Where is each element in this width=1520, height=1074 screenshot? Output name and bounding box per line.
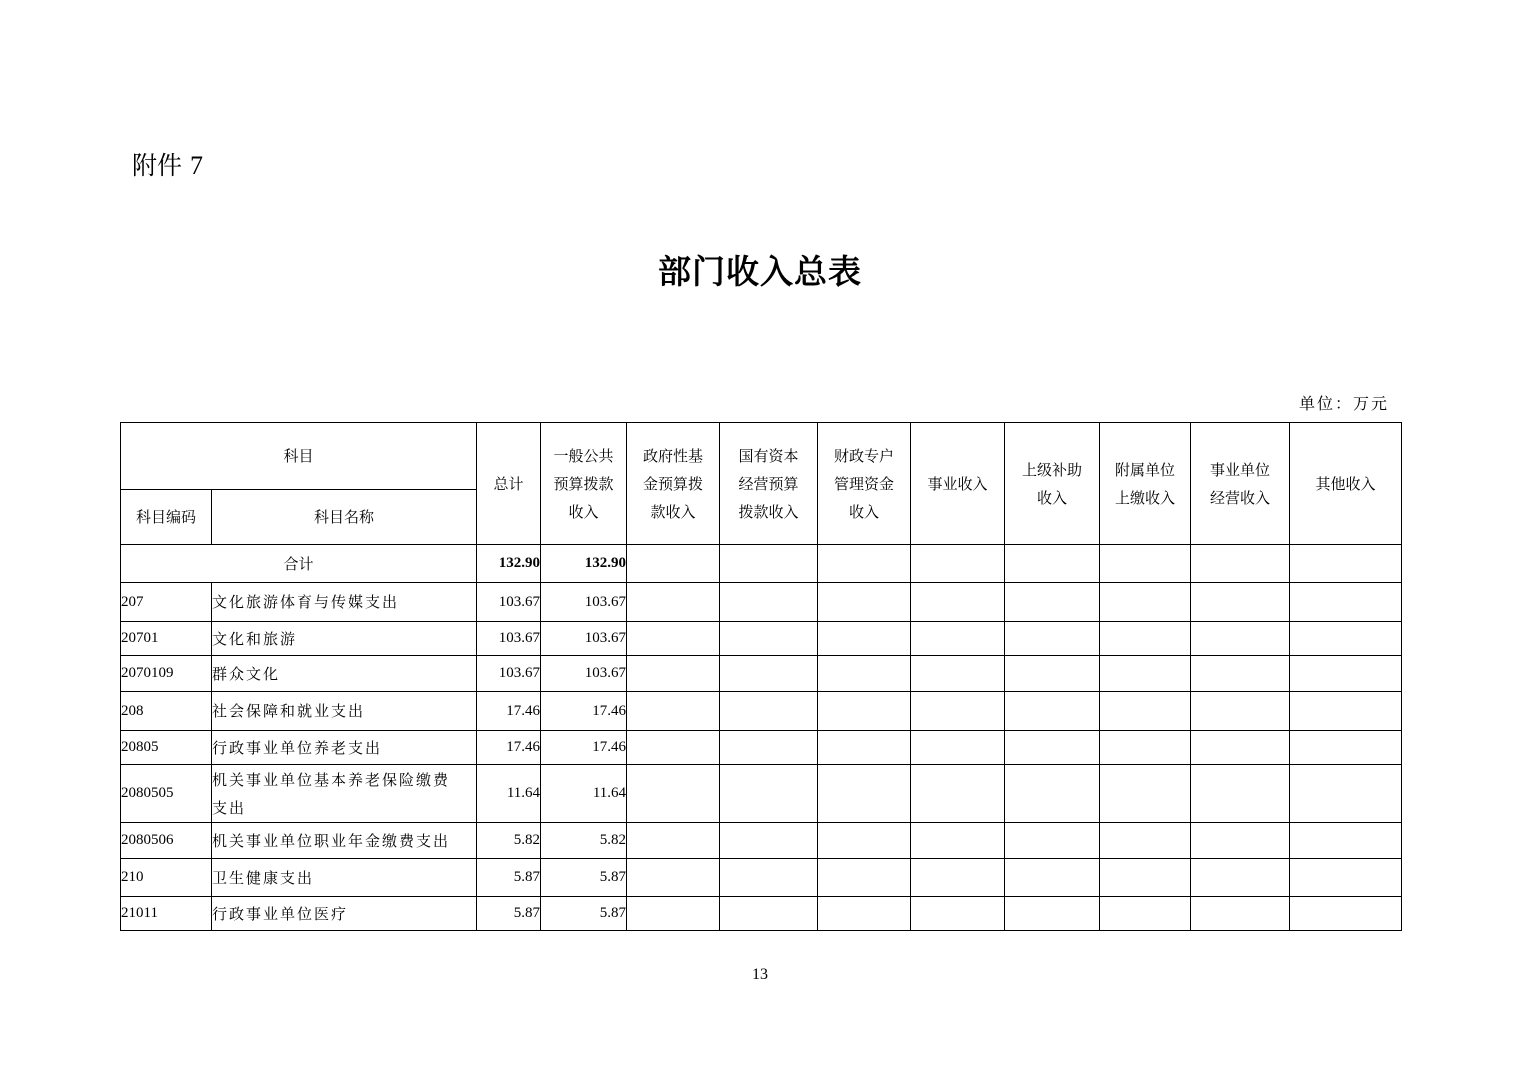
empty-cell <box>911 545 1005 583</box>
empty-cell <box>720 823 818 859</box>
table-row <box>121 656 1402 692</box>
row-general-budget: 5.87 <box>541 897 627 931</box>
empty-cell <box>1290 859 1402 897</box>
header-superior-subsidy-line1: 上级补助 <box>1022 460 1083 479</box>
attachment-number: 7 <box>189 151 203 180</box>
empty-cell <box>1100 622 1191 656</box>
row-total: 103.67 <box>477 622 541 656</box>
row-code: 208 <box>121 692 212 731</box>
row-total: 5.82 <box>477 823 541 859</box>
empty-cell <box>1290 897 1402 931</box>
empty-cell <box>911 765 1005 823</box>
header-other-income: 其他收入 <box>1290 423 1402 545</box>
header-gov-fund-line1: 政府性基 <box>643 446 704 465</box>
empty-cell <box>627 545 720 583</box>
empty-cell <box>720 622 818 656</box>
header-general-budget <box>541 423 627 545</box>
empty-cell <box>1005 545 1100 583</box>
empty-cell <box>1290 765 1402 823</box>
header-gov-fund-line3: 款收入 <box>650 502 696 521</box>
table-row <box>121 622 1402 656</box>
empty-cell <box>1005 765 1100 823</box>
empty-cell <box>1100 583 1191 622</box>
empty-cell <box>1100 897 1191 931</box>
empty-cell <box>1191 656 1290 692</box>
header-affiliated <box>1100 423 1191 545</box>
empty-cell <box>911 692 1005 731</box>
empty-cell <box>1005 823 1100 859</box>
header-subject-code: 科目编码 <box>121 490 212 545</box>
document-title: 部门收入总表 <box>658 252 862 291</box>
header-general-budget-line2: 预算拨款 <box>553 474 614 493</box>
row-name: 行政事业单位医疗 <box>212 897 477 931</box>
empty-cell <box>818 823 911 859</box>
attachment-text: 附件 <box>132 151 183 180</box>
empty-cell <box>720 859 818 897</box>
empty-cell <box>1191 897 1290 931</box>
empty-cell <box>1290 656 1402 692</box>
row-code: 20701 <box>121 622 212 656</box>
empty-cell <box>1191 859 1290 897</box>
empty-cell <box>911 859 1005 897</box>
attachment-label <box>132 146 203 182</box>
empty-cell <box>1100 823 1191 859</box>
row-code: 210 <box>121 859 212 897</box>
header-state-capital-line1: 国有资本 <box>738 446 799 465</box>
table-row <box>121 583 1402 622</box>
empty-cell <box>1005 897 1100 931</box>
header-affiliated-line2: 上缴收入 <box>1115 488 1176 507</box>
empty-cell <box>1005 583 1100 622</box>
row-code: 21011 <box>121 897 212 931</box>
empty-cell <box>1191 545 1290 583</box>
row-general-budget: 11.64 <box>541 765 627 823</box>
empty-cell <box>911 823 1005 859</box>
empty-cell <box>911 656 1005 692</box>
empty-cell <box>720 731 818 765</box>
row-general-budget: 103.67 <box>541 583 627 622</box>
empty-cell <box>1005 656 1100 692</box>
empty-cell <box>818 859 911 897</box>
table-row <box>121 859 1402 897</box>
row-code: 20805 <box>121 731 212 765</box>
row-name: 行政事业单位养老支出 <box>212 731 477 765</box>
row-total: 103.67 <box>477 583 541 622</box>
empty-cell <box>627 656 720 692</box>
header-state-capital <box>720 423 818 545</box>
empty-cell <box>627 622 720 656</box>
empty-cell <box>818 692 911 731</box>
row-total: 5.87 <box>477 859 541 897</box>
empty-cell <box>1005 692 1100 731</box>
row-total: 17.46 <box>477 731 541 765</box>
table-row <box>121 765 1402 823</box>
table-row <box>121 823 1402 859</box>
row-general-budget: 103.67 <box>541 622 627 656</box>
header-gov-fund <box>627 423 720 545</box>
empty-cell <box>1191 622 1290 656</box>
header-general-budget-line3: 收入 <box>568 502 599 521</box>
row-name: 文化旅游体育与传媒支出 <box>212 583 477 622</box>
header-operating <box>1191 423 1290 545</box>
empty-cell <box>911 731 1005 765</box>
row-total: 11.64 <box>477 765 541 823</box>
table-row-total <box>121 545 1402 583</box>
table-row <box>121 692 1402 731</box>
row-general-budget: 5.82 <box>541 823 627 859</box>
header-gov-fund-line2: 金预算拨 <box>643 474 704 493</box>
empty-cell <box>627 859 720 897</box>
empty-cell <box>1005 731 1100 765</box>
header-subject-name: 科目名称 <box>212 490 477 545</box>
empty-cell <box>1100 731 1191 765</box>
row-code: 2070109 <box>121 656 212 692</box>
empty-cell <box>627 731 720 765</box>
page-number: 13 <box>752 966 768 983</box>
total-label: 合计 <box>121 545 477 583</box>
empty-cell <box>1100 545 1191 583</box>
empty-cell <box>1290 622 1402 656</box>
row-name: 群众文化 <box>212 656 477 692</box>
header-fiscal-special <box>818 423 911 545</box>
empty-cell <box>1191 583 1290 622</box>
empty-cell <box>818 765 911 823</box>
empty-cell <box>1290 823 1402 859</box>
table-row <box>121 897 1402 931</box>
header-fiscal-special-line1: 财政专户 <box>834 446 895 465</box>
empty-cell <box>1100 859 1191 897</box>
empty-cell <box>911 897 1005 931</box>
empty-cell <box>818 897 911 931</box>
empty-cell <box>1005 859 1100 897</box>
header-state-capital-line2: 经营预算 <box>738 474 799 493</box>
empty-cell <box>818 731 911 765</box>
header-affiliated-line1: 附属单位 <box>1115 460 1176 479</box>
header-fiscal-special-line3: 收入 <box>849 502 880 521</box>
row-code: 2080506 <box>121 823 212 859</box>
empty-cell <box>818 656 911 692</box>
empty-cell <box>720 897 818 931</box>
empty-cell <box>818 622 911 656</box>
empty-cell <box>1290 692 1402 731</box>
empty-cell <box>1191 765 1290 823</box>
row-name: 机关事业单位基本养老保险缴费支出 <box>212 765 477 823</box>
empty-cell <box>818 545 911 583</box>
empty-cell <box>627 765 720 823</box>
empty-cell <box>1191 692 1290 731</box>
empty-cell <box>911 583 1005 622</box>
empty-cell <box>1290 583 1402 622</box>
row-name: 机关事业单位职业年金缴费支出 <box>212 823 477 859</box>
empty-cell <box>720 545 818 583</box>
header-operating-line2: 经营收入 <box>1210 488 1271 507</box>
income-summary-table <box>120 422 1402 931</box>
empty-cell <box>720 765 818 823</box>
row-general-budget: 17.46 <box>541 692 627 731</box>
header-total: 总计 <box>477 423 541 545</box>
row-name: 社会保障和就业支出 <box>212 692 477 731</box>
row-code: 2080505 <box>121 765 212 823</box>
empty-cell <box>1100 765 1191 823</box>
header-superior-subsidy <box>1005 423 1100 545</box>
row-code: 207 <box>121 583 212 622</box>
header-operating-line1: 事业单位 <box>1210 460 1271 479</box>
header-superior-subsidy-line2: 收入 <box>1037 488 1068 507</box>
row-name: 文化和旅游 <box>212 622 477 656</box>
empty-cell <box>1005 622 1100 656</box>
empty-cell <box>627 692 720 731</box>
row-general-budget: 5.87 <box>541 859 627 897</box>
table-row <box>121 731 1402 765</box>
empty-cell <box>1100 656 1191 692</box>
total-general-budget: 132.90 <box>541 545 627 583</box>
empty-cell <box>1290 731 1402 765</box>
row-total: 103.67 <box>477 656 541 692</box>
row-general-budget: 17.46 <box>541 731 627 765</box>
unit-label: 单位：万元 <box>1298 394 1389 413</box>
empty-cell <box>627 897 720 931</box>
row-total: 17.46 <box>477 692 541 731</box>
empty-cell <box>1100 692 1191 731</box>
row-general-budget: 103.67 <box>541 656 627 692</box>
empty-cell <box>1191 731 1290 765</box>
header-business-income: 事业收入 <box>911 423 1005 545</box>
empty-cell <box>720 583 818 622</box>
empty-cell <box>627 583 720 622</box>
row-total: 5.87 <box>477 897 541 931</box>
header-fiscal-special-line2: 管理资金 <box>834 474 895 493</box>
header-state-capital-line3: 拨款收入 <box>738 502 799 521</box>
empty-cell <box>720 656 818 692</box>
empty-cell <box>720 692 818 731</box>
empty-cell <box>1191 823 1290 859</box>
row-name: 卫生健康支出 <box>212 859 477 897</box>
header-general-budget-line1: 一般公共 <box>553 446 614 465</box>
empty-cell <box>627 823 720 859</box>
total-sum: 132.90 <box>477 545 541 583</box>
empty-cell <box>1290 545 1402 583</box>
header-subject: 科目 <box>121 423 477 490</box>
empty-cell <box>911 622 1005 656</box>
empty-cell <box>818 583 911 622</box>
